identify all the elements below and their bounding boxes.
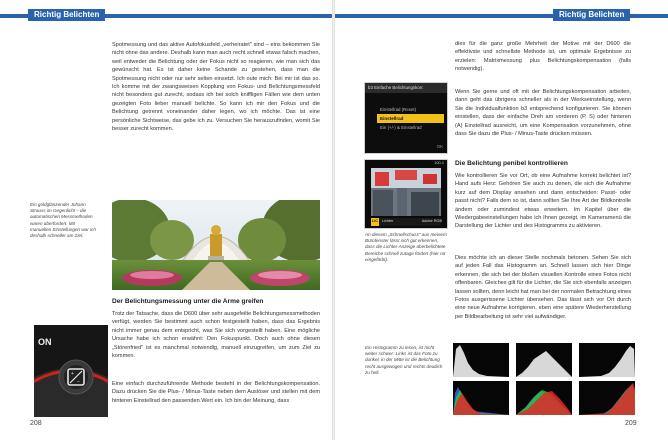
section-tab: Richtig Belichten [28,9,105,21]
photo-caption: An diesem „Schnellschuss" aus meinem Bürofenster lässt sich gut erkennen, dass die Lichter-Anzeige überbelichtete Bereiche schnell zutage fördert (hier rot eingefärbt). [365,232,447,262]
histogram-grid [453,343,635,415]
camera-button-photo [34,325,108,417]
svg-text:+: + [71,371,74,377]
menu-title: b3 Einfache Belichtungskorr. [365,83,447,93]
section-heading: Die Belichtung penibel kontrollieren [455,160,568,167]
right-page [335,0,668,440]
page-number: 208 [30,420,42,427]
menu-option: Ein (+/-) & Einstellrad [380,125,422,130]
left-page [0,0,333,440]
on-switch-label: ON [38,337,52,347]
ok-label: OK [436,144,443,149]
rgb-histogram-balanced [516,381,572,415]
photo-caption: Ein goldglänzender Johann Strauss im Gegenlicht – die automatischen Messmethoden waren überfordert. Mit manuellen Einstellungen war ich deshalb schneller am Ziel. [30,202,96,239]
body-paragraph: Spotmessung und das aktive Autofokusfeld „verheiratet" sind – eins bekommen Sie nicht ohne das andere. Deshalb kann man auch recht schnell etwas falsch machen, weil entweder die Belichtung oder der Fokus nicht so reagieren, wie man sich das gewünscht hat. Es ist daher keine Schande zu gestehen, dass man die Spotmessung nicht oder nur sehr selten einsetzt. Ich oute mich: Bei mir ist das so. Ich komme mit der zwangsweisen Kopplung von Fokus- und Belichtungsmessfeld nicht besonders gut zurecht, sodass ich bei solch kniffligen Fällen wie dem unten gezeigten Foto lieber manuell belichte. So kann ich mir den Fokus und die Belichtung getrennt voneinander daher legen, wo ich möchte. Das ist eine persönliche Sichtweise, das gebe ich zu. Versuchen Sie herauszufinden, womit Sie besser zurecht kommen. [112,42,320,133]
lichter-mode-label: Lichter [382,219,394,223]
section-tab: Richtig Belichten [553,9,630,21]
histogram-balanced [516,343,572,377]
body-paragraph: dies für die ganz große Mehrheit der Motive mit der D600 die effektivste und schnellste Methode ist, um optimale Ergebnisse zu erzielen: Matrixmessung plus Belichtungskompensation (falls notwendig). [455,41,631,73]
histogram-bright [579,343,635,377]
camera-menu-screen [365,83,447,153]
rgb-histogram-dark [453,381,509,415]
body-paragraph: Wie kontrollieren Sie vor Ort, ob eine Aufnahme korrekt belichtet ist? Hand aufs Herz: Gehören Sie auch zu denen, die sich die Aufnahme kurz auf dem Display ansehen und dann entscheiden: Passt- oder passt nicht? Falls dem so ist, dann sollten Sie Ihre Art der Bildkontrolle ändern oder zumindest etwas erweitern. Im Kapitel über die Wiedergabeeinstellungen habe ich Ihnen gezeigt, im Kameramenü die Darstellung der Lichter und des Histogramms zu aktivieren. [455,173,631,230]
color-space-label: Adobe RGB [421,219,442,223]
lichter-badge: LIC [372,219,378,223]
body-paragraph: Dies möchte ich an dieser Stelle nochmals betonen. Sehen Sie sich auf jeden Fall das Histogramm an. Schnell lassen sich hier Dinge erkennen, die sich bei der bloßen visuellen Kontrolle eines Fotos nicht offenbaren. Gleiches gilt für die Lichter, die Sie sich ebenfalls anzeigen lassen sollten, denn leicht hat man bei der normalen Betrachtung eines Fotos ausgerissene Lichter übersehen. Das lässt sich vor Ort durch eine neue Aufnahme korrigieren, eben eine spätere Wiederherstellung per Bildbearbeitung ist sehr viel aufwändiger. [455,255,632,320]
section-heading: Der Belichtungsmessung unter die Arme greifen [112,298,264,305]
body-paragraph: Eine einfach durchzuführende Methode besteht in der Belichtungskompensation. Dazu drücken Sie die Plus- / Minus-Taste neben dem Auslöser und stellen mit dem hinteren Einstellrad den passenden Wert ein. Ich bin der Meinung, dass [112,381,320,404]
body-paragraph: Wenn Sie gerne und oft mit der Belichtungskompensation arbeiten, dann geht das übrigens schneller als in der Werkseinstellung, wenn Sie die Individualfunktion b3 entsprechend konfigurieren. Sie können einstellen, dass der einfache Dreh am vorderen (P, S) oder hinteren (A) Einstellrad ausreicht, um eine Kompensation vorzunehmen, ohne dass Sie dazu die Plus- / Minus-Taste drücken müssen. [455,89,631,138]
histogram-caption: Ein Histogramm zu lesen, ist nicht weiter schwer: Links ist das Foto zu dunkel, in der Mitte ist die Belichtung recht ausgewogen und rechts deutlich zu hell. [365,345,443,375]
image-counter: 100-1 [434,161,444,165]
histogram-dark [453,343,509,377]
johann-strauss-photo [112,200,320,290]
highlights-screen [365,160,447,228]
menu-option: Einstellrad (Reset) [380,107,417,112]
svg-text:−: − [77,379,80,385]
page-number: 209 [625,420,637,427]
menu-option-selected: Einstellrad [377,114,444,123]
rgb-histogram-bright [579,381,635,415]
body-paragraph: Trotz der Tatsache, dass die D600 über sehr ausgefeilte Belichtungsmessmethoden verfügt, werden Sie bestimmt auch schon festgestellt haben, dass das Ergebnis nicht immer genau dem entspricht, was Sie sich vorgestellt haben. Eine mögliche Ursache habe ich schon erwähnt: Den Fokuspunkt. Doch auch ohne diesen „Störenfried" ist es manchmal notwendig, manuell einzugreifen, um zum Ziel zu kommen. [112,311,320,360]
